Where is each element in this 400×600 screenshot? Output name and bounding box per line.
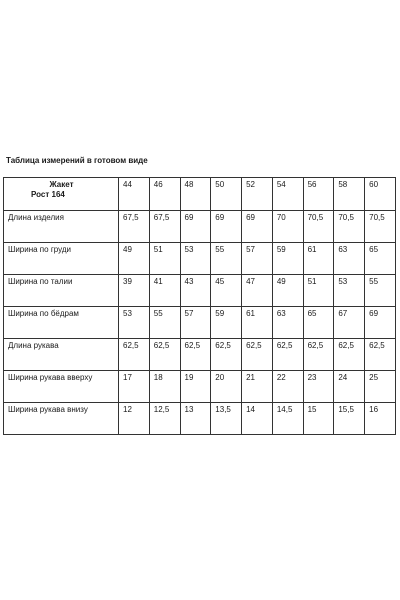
table-cell: 67: [334, 307, 365, 339]
table-cell: 70: [272, 211, 303, 243]
table-cell: 62,5: [272, 339, 303, 371]
table-row: [4, 243, 396, 275]
header-height: Рост 164: [31, 190, 65, 199]
table-cell: 69: [211, 211, 242, 243]
table-cell: 70,5: [334, 211, 365, 243]
table-cell: 25: [365, 371, 396, 403]
row-label: Ширина по груди: [4, 243, 119, 275]
table-cell: 22: [272, 371, 303, 403]
table-cell: 61: [303, 243, 334, 275]
table-cell: 47: [242, 275, 273, 307]
table-cell: 70,5: [365, 211, 396, 243]
table-cell: 63: [272, 307, 303, 339]
table-cell: 15: [303, 403, 334, 435]
table-row: [4, 339, 396, 371]
header-size-cell: 54: [272, 178, 303, 211]
table-row: [4, 275, 396, 307]
table-cell: 49: [119, 243, 150, 275]
header-label-cell: [4, 178, 119, 211]
table-cell: 65: [303, 307, 334, 339]
table-cell: 13,5: [211, 403, 242, 435]
table-cell: 57: [242, 243, 273, 275]
table-cell: 19: [180, 371, 211, 403]
header-size-cell: 48: [180, 178, 211, 211]
table-cell: 62,5: [180, 339, 211, 371]
table-cell: 63: [334, 243, 365, 275]
header-size-cell: 44: [119, 178, 150, 211]
table-cell: 53: [119, 307, 150, 339]
table-cell: 69: [180, 211, 211, 243]
table-cell: 14,5: [272, 403, 303, 435]
table-cell: 59: [211, 307, 242, 339]
table-cell: 49: [272, 275, 303, 307]
table-cell: 61: [242, 307, 273, 339]
table-cell: 43: [180, 275, 211, 307]
table-cell: 24: [334, 371, 365, 403]
table-cell: 55: [365, 275, 396, 307]
table-cell: 62,5: [119, 339, 150, 371]
table-row: [4, 211, 396, 243]
table-cell: 23: [303, 371, 334, 403]
header-size-cell: 56: [303, 178, 334, 211]
header-size-cell: 52: [242, 178, 273, 211]
table-cell: 45: [211, 275, 242, 307]
table-cell: 51: [303, 275, 334, 307]
header-product-name: Жакет: [49, 180, 74, 189]
table-header-row: [4, 178, 396, 211]
table-cell: 69: [242, 211, 273, 243]
table-cell: 16: [365, 403, 396, 435]
header-size-cell: 60: [365, 178, 396, 211]
row-label: Ширина рукава внизу: [4, 403, 119, 435]
table-cell: 41: [149, 275, 180, 307]
table-cell: 70,5: [303, 211, 334, 243]
header-size-cell: 50: [211, 178, 242, 211]
row-label: Ширина по талии: [4, 275, 119, 307]
table-cell: 12,5: [149, 403, 180, 435]
table-cell: 62,5: [242, 339, 273, 371]
table-title: Таблица измерений в готовом виде: [6, 156, 148, 165]
row-label: Длина изделия: [4, 211, 119, 243]
table-cell: 67,5: [119, 211, 150, 243]
table-cell: 62,5: [149, 339, 180, 371]
table-row: [4, 307, 396, 339]
table-cell: 12: [119, 403, 150, 435]
table-row: [4, 403, 396, 435]
table-cell: 62,5: [303, 339, 334, 371]
table-cell: 53: [180, 243, 211, 275]
table-cell: 53: [334, 275, 365, 307]
header-size-cell: 58: [334, 178, 365, 211]
table-cell: 13: [180, 403, 211, 435]
table-cell: 55: [149, 307, 180, 339]
measurements-table: [3, 177, 396, 435]
table-cell: 62,5: [211, 339, 242, 371]
table-cell: 20: [211, 371, 242, 403]
table-cell: 62,5: [334, 339, 365, 371]
row-label: Длина рукава: [4, 339, 119, 371]
table-cell: 69: [365, 307, 396, 339]
table-cell: 51: [149, 243, 180, 275]
table-cell: 39: [119, 275, 150, 307]
table-cell: 59: [272, 243, 303, 275]
table-cell: 65: [365, 243, 396, 275]
table-cell: 62,5: [365, 339, 396, 371]
header-size-cell: 46: [149, 178, 180, 211]
table-cell: 14: [242, 403, 273, 435]
table-cell: 17: [119, 371, 150, 403]
table-cell: 15,5: [334, 403, 365, 435]
table-row: [4, 371, 396, 403]
row-label: Ширина по бёдрам: [4, 307, 119, 339]
table-cell: 67,5: [149, 211, 180, 243]
table-cell: 55: [211, 243, 242, 275]
row-label: Ширина рукава вверху: [4, 371, 119, 403]
table-cell: 57: [180, 307, 211, 339]
table-cell: 18: [149, 371, 180, 403]
table-cell: 21: [242, 371, 273, 403]
